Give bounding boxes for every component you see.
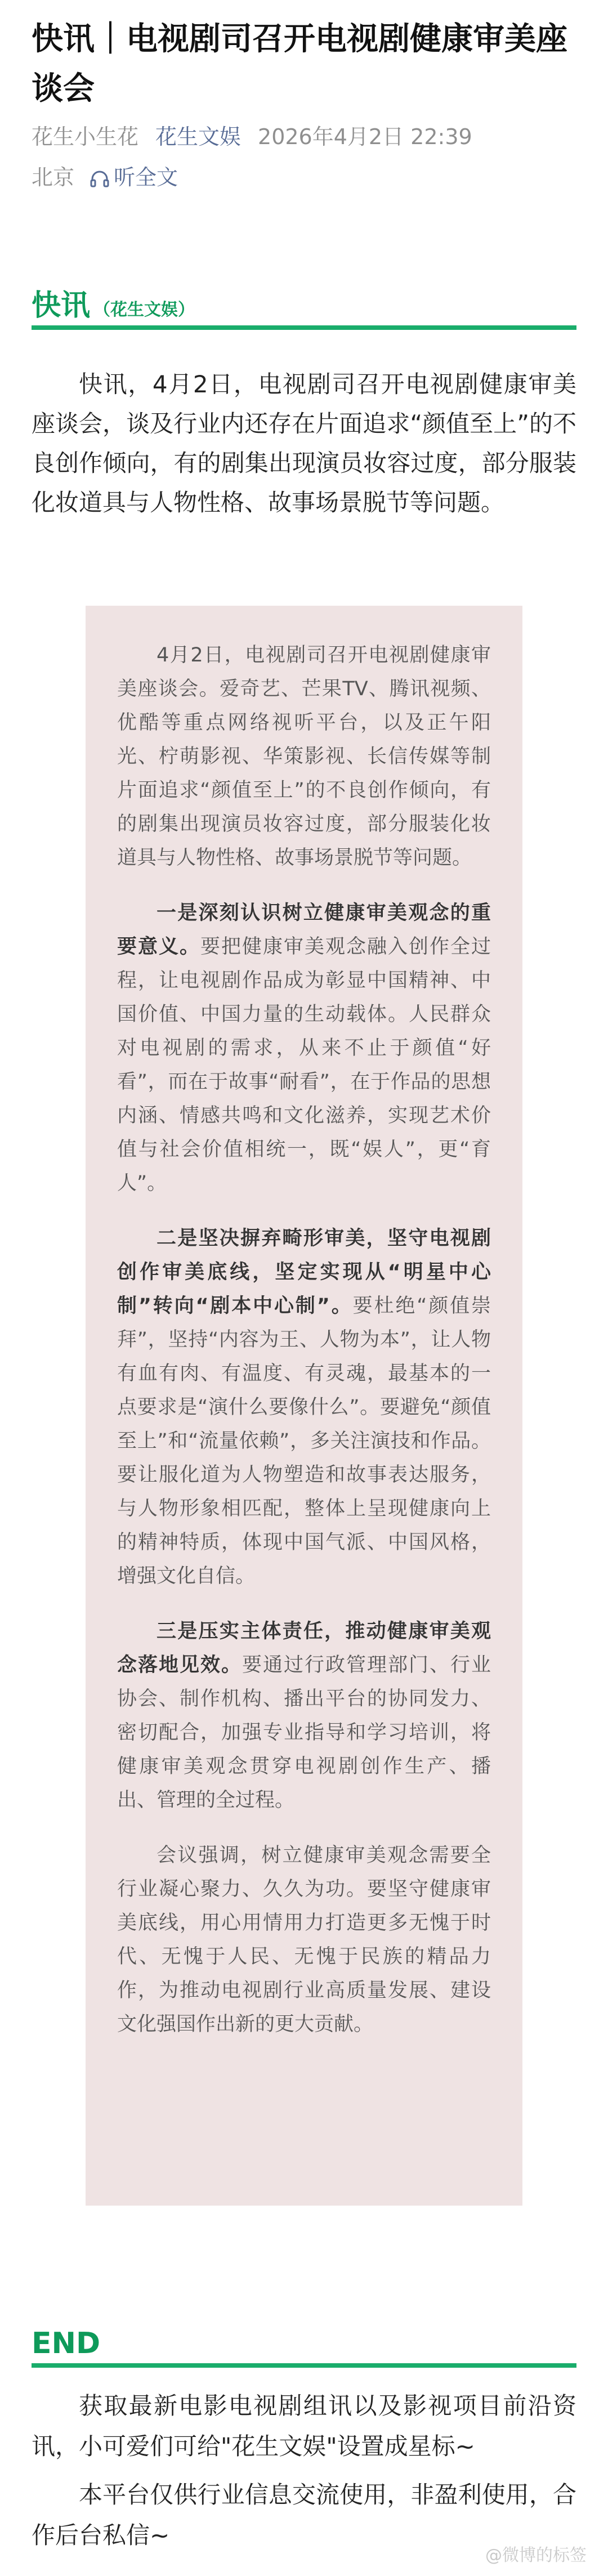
card-paragraph-1: 4月2日，电视剧司召开电视剧健康审美座谈会。爱奇艺、芒果TV、腾讯视频、优酷等重点网络视听平台，以及正午阳光、柠萌影视、华策影视、长信传媒等制片面追求“颜值至上”的不良创作倾向，有的剧集出现演员妆容过度，部分服装化妆道具与人物性格、故事场景脱节等问题。 xyxy=(117,644,491,869)
headphones-icon xyxy=(90,170,109,188)
listen-button[interactable] xyxy=(90,165,178,190)
card-paragraph-2 xyxy=(117,896,491,1200)
end-label: END xyxy=(32,2327,101,2360)
section-label: 快讯 xyxy=(32,289,91,323)
watermark: @微博的标签 xyxy=(485,2546,587,2565)
listen-label: 听全文 xyxy=(114,165,178,190)
lead-paragraph: 快讯，4月2日，电视剧司召开电视剧健康审美座谈会，谈及行业内还存在片面追求“颜值至上”的不良创作倾向，有的剧集出现演员妆容过度，部分服装化妆道具与人物性格、故事场景脱节等问题。 xyxy=(32,370,576,516)
card-paragraph-5: 会议强调，树立健康审美观念需要全行业凝心聚力、久久为功。要坚守健康审美底线，用心用情用力打造更多无愧于时代、无愧于人民、无愧于民族的精品力作，为推动电视剧行业高质量发展、建设文化强国作出新的更大贡献。 xyxy=(117,1844,491,2036)
section-header xyxy=(32,286,576,330)
publish-date: 2026年4月2日 22:39 xyxy=(258,124,472,149)
footer-paragraph-2: 本平台仅供行业信息交流使用，非盈利使用，合作后台私信~ xyxy=(32,2481,576,2549)
card-paragraph-2-bold: 一是深刻认识树立健康审美观念的重要意义。 xyxy=(117,902,491,958)
card-paragraph-4-text: 要通过行政管理部门、行业协会、制作机构、播出平台的协同发力、密切配合，加强专业指导和学习培训，将健康审美观念贯穿电视剧创作生产、播出、管理的全过程。 xyxy=(117,1654,491,1812)
location-label: 北京 xyxy=(32,165,75,190)
card-paragraph-2-text: 要把健康审美观念融入创作全过程，让电视剧作品成为彰显中国精神、中国价值、中国力量的生动载体。人民群众对电视剧的需求，从来不止于颜值“好看”，而在于故事“耐看”，在于作品的思想内涵、情感共鸣和文化滋养，实现艺术价值与社会价值相统一，既“娱人”，更“育人”。 xyxy=(117,936,491,1195)
card-paragraph-4-bold: 三是压实主体责任，推动健康审美观念落地见效。 xyxy=(117,1620,491,1676)
card-paragraph-4 xyxy=(117,1615,491,1817)
account-name-link[interactable]: 花生文娱 xyxy=(155,124,242,149)
article-title: 快讯｜电视剧司召开电视剧健康审美座谈会 xyxy=(32,21,567,107)
article-meta-second xyxy=(32,163,178,191)
card-paragraph-3 xyxy=(117,1222,491,1593)
author-name[interactable]: 花生小生花 xyxy=(32,124,139,149)
card-paragraph-3-text: 要杜绝“颜值崇拜”，坚持“内容为王、人物为本”，让人物有血有肉、有温度、有灵魂，最基本的一点要求是“演什么要像什么”。要避免“颜值至上”和“流量依赖”，多关注演技和作品。要让服化道为人物塑造和故事表达服务，与人物形象相匹配，整体上呈现健康向上的精神特质，体现中国气派、中国风格，增强文化自信。 xyxy=(117,1295,491,1587)
card-paragraph-3-bold: 二是坚决摒弃畸形审美，坚守电视剧创作审美底线，坚定实现从“明星中心制”转向“剧本中心制”。 xyxy=(117,1227,491,1317)
quote-card xyxy=(86,606,522,2206)
end-header xyxy=(32,2324,576,2368)
footer-paragraph-1: 获取最新电影电视剧组讯以及影视项目前沿资讯，小可爱们可给"花生文娱"设置成星标~ xyxy=(32,2392,576,2460)
section-sub-label: （花生文娱） xyxy=(93,300,195,320)
article-meta xyxy=(32,123,472,151)
